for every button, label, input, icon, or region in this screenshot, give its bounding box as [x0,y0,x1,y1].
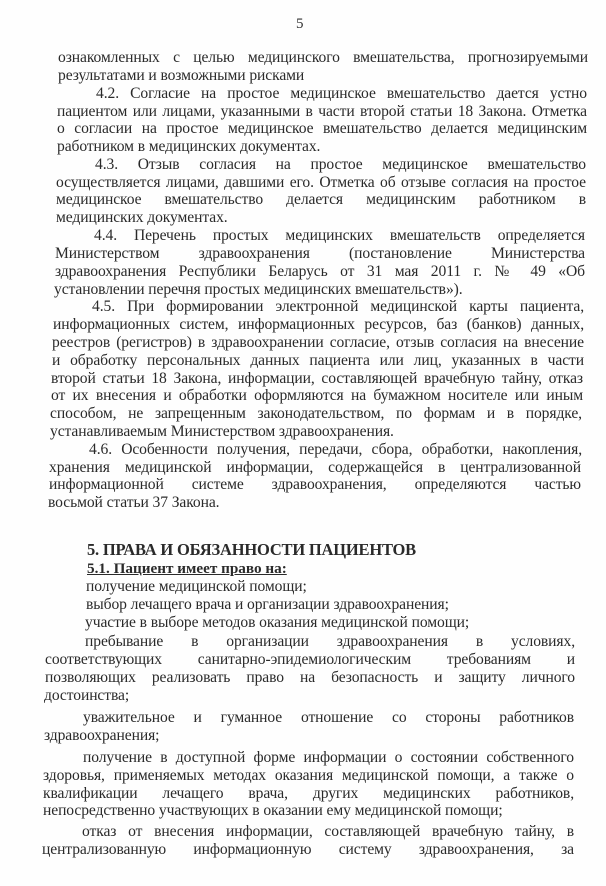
rights-line: достоинства; [44,687,130,704]
section-heading: 5. ПРАВА И ОБЯЗАННОСТИ ПАЦИЕНТОВ [87,540,416,559]
text-line: информационной системе здравоохранения, определяются частью [49,476,581,493]
rights-line: централизованную информационную систему здравоохранения, за [42,841,574,858]
rights-line: пребывание в организации здравоохранения в условиях, [85,633,575,650]
rights-line: отказ от внесения информации, составляющей врачебную тайну, в [82,823,574,840]
text-line: устанавливаемым Министерством здравоохранения. [50,423,394,440]
text-line: и обработку персональных данных пациента или лиц, указанных в части [52,352,584,369]
rights-line: непосредственно участвующих в оказании ему медицинской помощи; [43,802,503,819]
page-number: 5 [296,16,304,32]
text-line: 4.2. Согласие на простое медицинское вмешательство дается устно [96,85,587,102]
text-line: информационных систем, информационных ресурсов, баз (банков) данных, [53,316,584,333]
text-line: восьмой статьи 37 Закона. [48,494,220,511]
text-line: способом, не запрещенным законодательством, по формам и в порядке, [50,405,582,422]
text-line: от их внесения и обработки оформляются на бумажном носителе или иным [51,387,583,404]
text-line: пациентом или лицами, указанными в части второй статьи 18 Закона. Отметка [57,103,587,120]
text-line: здравоохранения Республики Беларусь от 31 мая 2011 г. № 49 «Об [55,263,585,280]
subsection-heading: 5.1. Пациент имеет право на: [87,560,287,577]
text-line: работником в медицинских документах. [57,138,321,155]
text-line: 4.5. При формировании электронной медицинской карты пациента, [92,298,584,315]
rights-line: выбор лечащего врача и организации здравоохранения; [86,596,449,613]
text-line: о согласии на простое медицинское вмешательство делается медицинским [57,120,587,137]
text-line: установлении перечня простых медицинских вмешательств»). [54,281,463,298]
text-line: Министерством здравоохранения (постановление Министерства [55,245,585,262]
rights-line: получение в доступной форме информации о состоянии собственного [83,749,574,766]
rights-line: участие в выборе методов оказания медицинской помощи; [85,614,470,631]
rights-line: квалификации лечащего врача, других медицинских работников, [43,785,574,802]
text-line: 4.3. Отзыв согласия на простое медицинское вмешательство [95,156,586,173]
rights-line: позволяющих реализовать право на безопасность и защиту личного [45,669,575,686]
text-line: 4.6. Особенности получения, передачи, сбора, обработки, накопления, [89,441,582,458]
text-line: 4.4. Перечень простых медицинских вмешательств определяется [94,227,585,244]
text-line: хранения медицинской информации, содержащейся в централизованной [49,459,581,476]
rights-line: здравоохранения; [44,727,160,744]
rights-line: получение медицинской помощи; [86,578,307,595]
text-line: осуществляется лицами, давшими его. Отметка об отзыве согласия на простое [56,174,586,191]
rights-line: здоровья, применяемых методах оказания медицинской помощи, а также о [43,767,574,784]
text-line: реестров (регистров) в здравоохранении согласие, отзыв согласия на внесение [52,334,584,351]
text-line: медицинское вмешательство делается медицинским работником в [56,191,586,208]
text-line: результатами и возможными рисками [58,67,305,84]
text-line: ознакомленных с целью медицинского вмешательства, прогнозируемыми [58,49,588,66]
rights-line: соответствующих санитарно-эпидемиологическим требованиям и [45,651,575,668]
text-line: медицинских документах. [56,209,228,226]
rights-line: уважительное и гуманное отношение со стороны работников [83,709,574,726]
text-line: второй статьи 18 Закона, информации, составляющей врачебную тайну, отказ [51,370,583,387]
